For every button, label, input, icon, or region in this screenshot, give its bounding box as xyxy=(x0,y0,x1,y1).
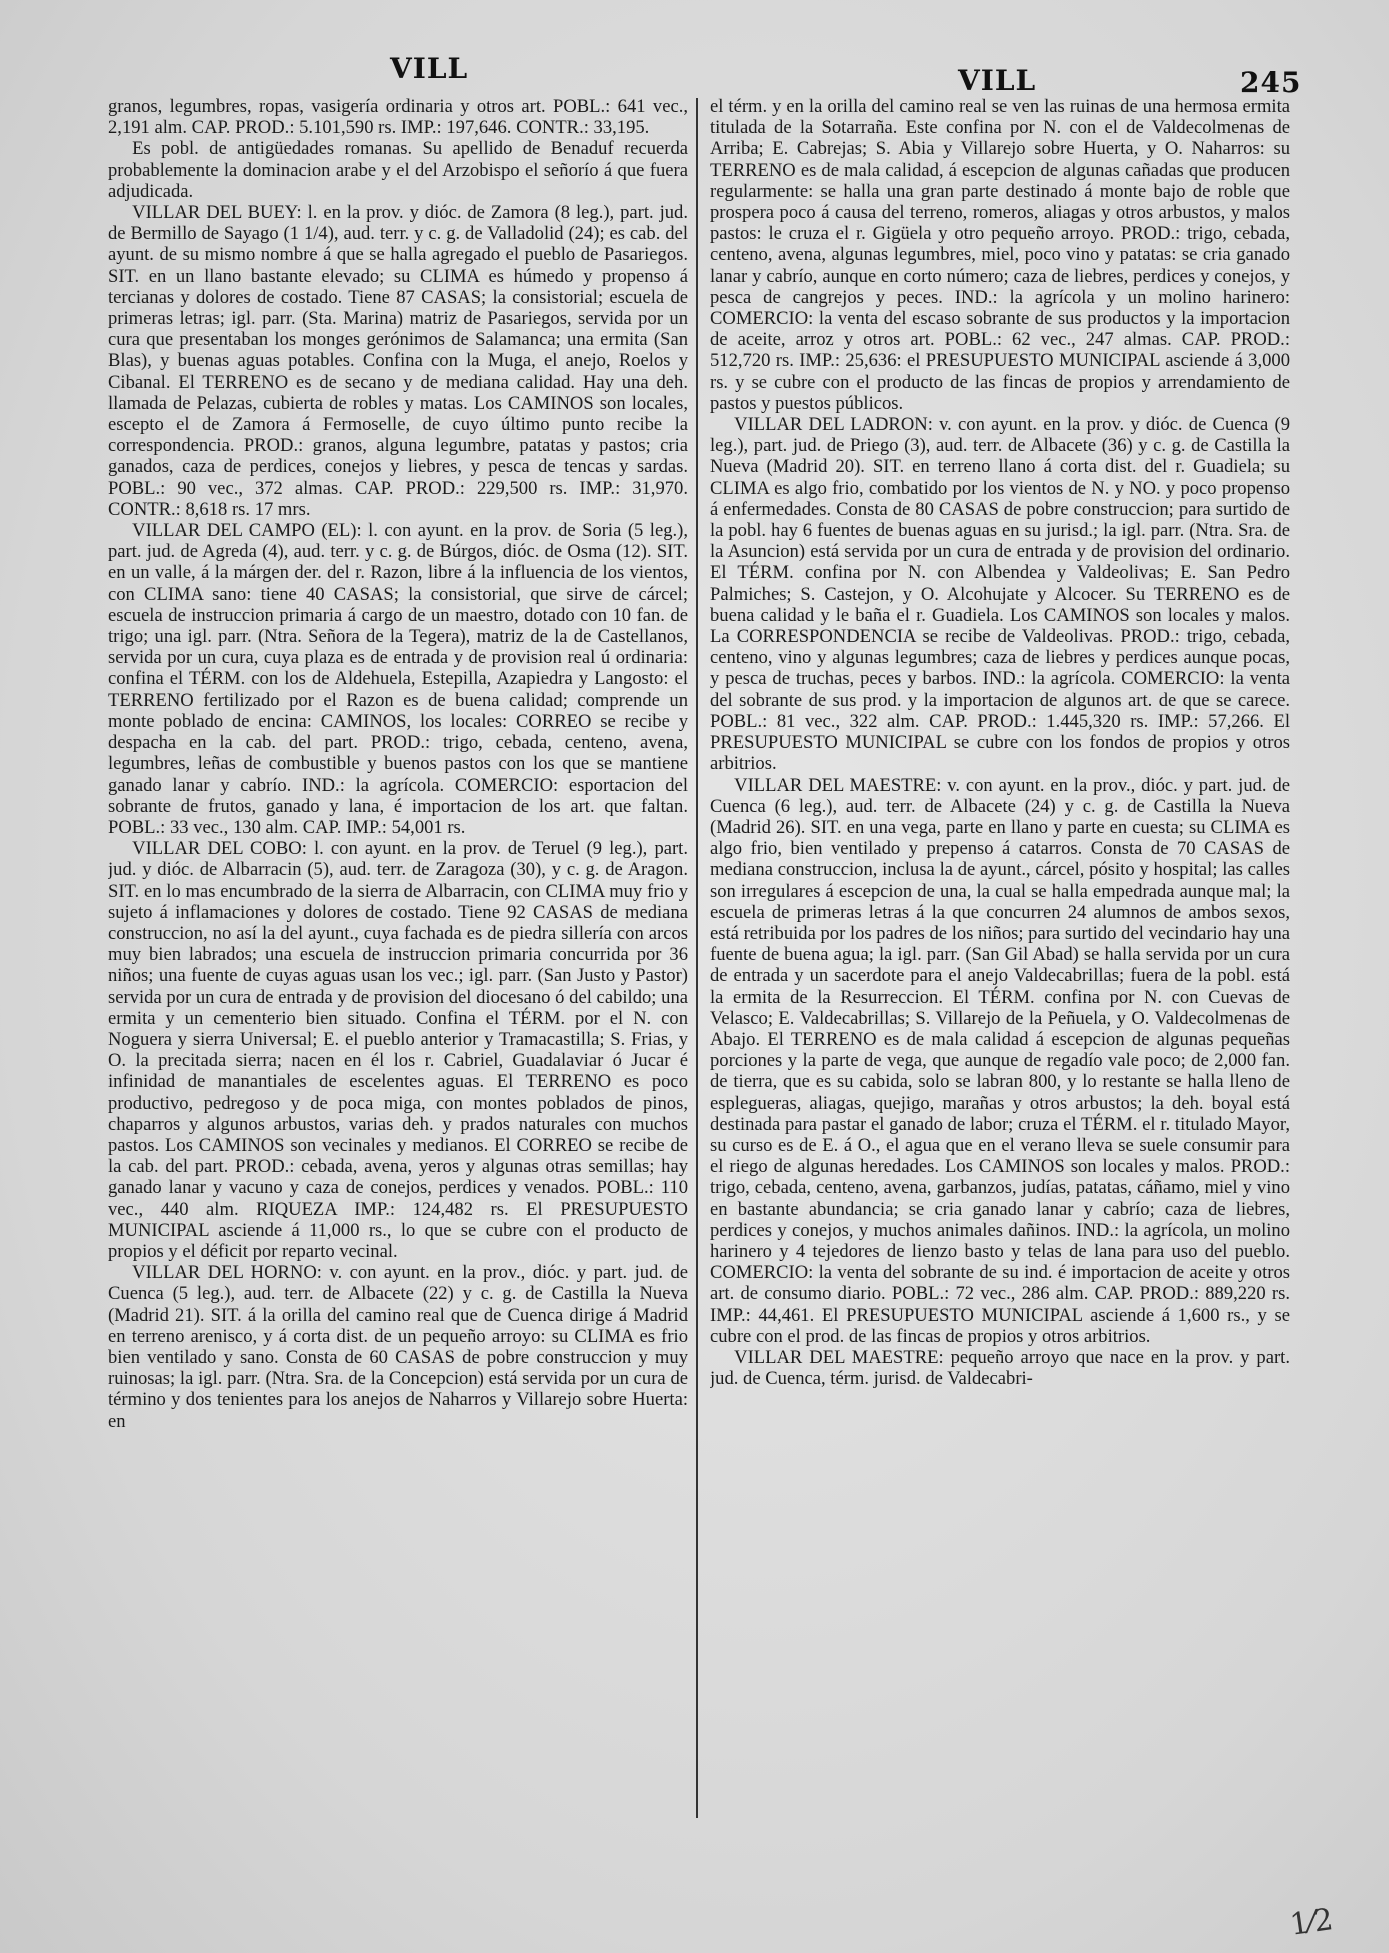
right-column xyxy=(710,96,1290,1846)
entry-villar-del-ladron: VILLAR DEL LADRON: v. con ayunt. en la prov. y dióc. de Cuenca (9 leg.), part. jud. de Priego (3), aud. terr. de Albacete (36) y c. g. de Castilla la Nueva (Madrid 20). SIT. en terreno llano á corta dist. del r. Guadiela; su CLIMA es algo frio, combatido por los vientos de N. y NO. y poco propenso á enfermedades. Consta de 80 CASAS de pobre construccion; para surtido de la pobl. hay 6 fuentes de buenas aguas en su jurisd.; la igl. parr. (Ntra. Sra. de la Asuncion) está servida por un cura de entrada y de provision del ordinario. El TÉRM. confina por N. con Albendea y Valdeolivas; E. San Pedro Palmiches; S. Castejon, y O. Alcohujate y Alcocer. Su TERRENO es de buena calidad y le baña el r. Guadiela. Los CAMINOS son locales y malos. La CORRESPONDENCIA se recibe de Valdeolivas. PROD.: trigo, cebada, centeno, vino y algunas legumbres; caza de liebres y perdices aunque pocas, y pesca de truchas, peces y barbos. IND.: la agrícola. COMERCIO: la venta del sobrante de sus prod. y la importacion de algunos art. de que se carece. POBL.: 81 vec., 322 alm. CAP. PROD.: 1.445,320 rs. IMP.: 57,266. El PRESUPUESTO MUNICIPAL se cubre con los fondos de propios y otros arbitrios. xyxy=(710,414,1290,775)
entry-continuation: granos, legumbres, ropas, vasigería ordinaria y otros art. POBL.: 641 vec., 2,191 alm. CAP. PROD.: 5.101,590 rs. IMP.: 197,646. CONTR.: 33,195. xyxy=(108,96,688,139)
running-head-center: VILL xyxy=(958,64,1037,97)
entry-villar-del-buey: VILLAR DEL BUEY: l. en la prov. y dióc. de Zamora (8 leg.), part. jud. de Bermillo de Sayago (1 1/4), aud. terr. y c. g. de Valladolid (24); es cab. del ayunt. de su mismo nombre á que se halla agregado el pueblo de Pasariegos. SIT. en un llano bastante elevado; su CLIMA es húmedo y propenso á tercianas y dolores de costado. Tiene 87 CASAS; la consistorial; escuela de primeras letras; igl. parr. (Sta. Marina) matriz de Pasariegos, servida por un cura que presentaban los monges gerónimos de Salamanca; una ermita (San Blas), y buenas aguas potables. Confina con la Muga, el anejo, Roelos y Cibanal. El TERRENO es de secano y de mediana calidad. Hay una deh. llamada de Pelazas, cubierta de robles y matas. Los CAMINOS son locales, escepto el de Zamora á Fermoselle, de cuyo último punto recibe la correspondencia. PROD.: granos, alguna legumbre, patatas y pastos; cria ganados, caza de perdices, conejos y liebres, y pesca de tencas y sardas. POBL.: 90 vec., 372 almas. CAP. PROD.: 229,500 rs. IMP.: 31,970. CONTR.: 8,618 rs. 17 mrs. xyxy=(108,202,688,520)
entry-note: Es pobl. de antigüedades romanas. Su apellido de Benaduf recuerda probablemente la dominacion arabe y el del Arzobispo el señorío á que fuera adjudicada. xyxy=(108,138,688,202)
entry-villar-del-campo: VILLAR DEL CAMPO (EL): l. con ayunt. en la prov. de Soria (5 leg.), part. jud. de Agreda (4), aud. terr. y c. g. de Búrgos, dióc. de Osma (12). SIT. en un valle, á la márgen der. del r. Razon, libre á la influencia de los vientos, con CLIMA sano: tiene 40 CASAS; la consistorial, que sirve de cárcel; escuela de instruccion primaria á cargo de un maestro, dotado con 10 fan. de trigo; una igl. parr. (Ntra. Señora de la Tegera), matriz de la de Castellanos, servida por un cura, cuya plaza es de entrada y de provision real ú ordinaria: confina el TÉRM. con los de Aldehuela, Estepilla, Azapiedra y Langosto: el TERRENO fertilizado por el Razon es de buena calidad; comprende un monte poblado de encina: CAMINOS, los locales: CORREO se recibe y despacha en la cab. del part. PROD.: trigo, cebada, centeno, avena, legumbres, leñas de combustible y buenos pastos con los que se mantiene ganado lanar y cabrío. IND.: la agrícola. COMERCIO: esportacion del sobrante de frutos, ganado y lana, é importacion de los art. que faltan. POBL.: 33 vec., 130 alm. CAP. IMP.: 54,001 rs. xyxy=(108,520,688,838)
entry-villar-del-cobo: VILLAR DEL COBO: l. con ayunt. en la prov. de Teruel (9 leg.), part. jud. y dióc. de Albarracin (5), aud. terr. de Zaragoza (30), y c. g. de Aragon. SIT. en lo mas encumbrado de la sierra de Albarracin, con CLIMA muy frio y sujeto á inflamaciones y dolores de costado. Tiene 92 CASAS de mediana construccion, no así la del ayunt., cuya fachada es de piedra sillería con arcos muy bien labrados; una escuela de instruccion primaria concurrida por 36 niños; una fuente de cuyas aguas usan los vec.; igl. parr. (San Justo y Pastor) servida por un cura de entrada y de provision del diocesano ó del cabildo; una ermita y un cementerio bien situado. Confina el TÉRM. por el N. con Noguera y sierra Universal; E. el pueblo anterior y Tramacastilla; S. Frias, y O. la precitada sierra; nacen en él los r. Cabriel, Guadalaviar ó Jucar é infinidad de manantiales de escelentes aguas. El TERRENO es poco productivo, pedregoso y de poca miga, con montes poblados de pinos, chaparros y algunos arbustos, varias deh. y prados naturales con muchos pastos. Los CAMINOS son vecinales y medianos. El CORREO se recibe de la cab. del part. PROD.: cebada, avena, yeros y algunas otras semillas; hay ganado lanar y vacuno y caza de conejos, perdices y venados. POBL.: 110 vec., 440 alm. RIQUEZA IMP.: 124,482 rs. El PRESUPUESTO MUNICIPAL asciende á 11,000 rs., lo que se cubre con el producto de propios y el déficit por reparto vecinal. xyxy=(108,838,688,1262)
handwritten-margin-note: 1⁄2 xyxy=(1287,1902,1336,1943)
left-column xyxy=(108,96,688,1846)
entry-villar-del-maestre-stream: VILLAR DEL MAESTRE: pequeño arroyo que nace en la prov. y part. jud. de Cuenca, térm. jurisd. de Valdecabri- xyxy=(710,1346,1290,1390)
entry-continuation: el térm. y en la orilla del camino real se ven las ruinas de una hermosa ermita titulada de la Sotarraña. Este confina por N. con el de Valdecolmenas de Arriba; E. Cabrejas; S. Abia y Villarejo sobre Huerta, y O. Naharros: su TERRENO es de mala calidad, á escepcion de algunas cañadas que producen regularmente: se halla una gran parte destinado á monte bajo de roble que prospera poco á causa del terreno, romeros, aliagas y otros arbustos, y malos pastos: le cruza el r. Gigüela y otro pequeño arroyo. PROD.: trigo, cebada, centeno, avena, algunas legumbres, miel, poco vino y patatas: se cria ganado lanar y cabrío, aunque en corto número; caza de liebres, perdices y conejos, y pesca de cangrejos y peces. IND.: la agrícola y un molino harinero: COMERCIO: la venta del escaso sobrante de sus productos y la importacion de aceite, arroz y otros art. POBL.: 62 vec., 247 almas. CAP. PROD.: 512,720 rs. IMP.: 25,636: el PRESUPUESTO MUNICIPAL asciende á 3,000 rs. y se cubre con el producto de las fincas de propios y arrendamiento de pastos y puestos públicos. xyxy=(710,96,1290,414)
entry-villar-del-horno: VILLAR DEL HORNO: v. con ayunt. en la prov., dióc. y part. jud. de Cuenca (5 leg.), aud. terr. de Albacete (22) y c. g. de Castilla la Nueva (Madrid 21). SIT. á la orilla del camino real que de Cuenca dirige á Madrid en terreno arenisco, y á corta dist. de un pequeño arroyo: su CLIMA es frio bien ventilado y sano. Consta de 60 CASAS de pobre construccion y muy ruinosas; la igl. parr. (Ntra. Sra. de la Concepcion) está servida por un cura de término y dos tenientes para los anejos de Naharros y Villarejo sobre Huerta: en xyxy=(108,1262,688,1432)
page-number: 245 xyxy=(1240,66,1302,99)
running-head-left: VILL xyxy=(390,52,469,85)
entry-villar-del-maestre-town: VILLAR DEL MAESTRE: v. con ayunt. en la prov., dióc. y part. jud. de Cuenca (6 leg.), aud. terr. de Albacete (24) y c. g. de Castilla la Nueva (Madrid 26). SIT. en una vega, parte en llano y parte en cuesta; su CLIMA es algo frio, bien ventilado y prepenso á catarros. Consta de 70 CASAS de mediana construccion, inclusa la de ayunt., cárcel, pósito y hospital; las calles son irregulares á escepcion de una, la cual se halla empedrada aunque mal; la escuela de primeras letras á la que concurren 24 alumnos de ambos sexos, está retribuida por los padres de los niños; para surtido del vecindario hay una fuente de buena agua; la igl. parr. (San Gil Abad) se halla servida por un cura de entrada y un sacerdote para el anejo Valdecabrillas; fuera de la pobl. está la ermita de la Resurreccion. El TÉRM. confina por N. con Cuevas de Velasco; E. Valdecabrillas; S. Villarejo de la Peñuela, y O. Valdecolmenas de Abajo. El TERRENO es de mala calidad á escepcion de algunas pequeñas porciones y la parte de vega, que aunque de regadío vale poco; de 2,000 fan. de tierra, que es su cabida, solo se labran 800, y lo restante se halla lleno de esplegueras, aliagas, quejigo, marañas y otros arbustos; la deh. boyal está destinada para pastar el ganado de labor; cruza el TÉRM. el r. titulado Mayor, su curso es de E. á O., el agua que en el verano lleva se suele consumir para el riego de algunas heredades. Los CAMINOS son locales y malos. PROD.: trigo, cebada, centeno, avena, garbanzos, judías, patatas, cáñamo, miel y vino en bastante abundancia; se cria ganado lanar y cabrío; caza de liebres, perdices y conejos, y muchos animales dañinos. IND.: la agrícola, un molino harinero y 4 tejedores de lienzo basto y telas de lana para uso del pueblo. COMERCIO: la venta del sobrante de su ind. é importacion de aceite y otros art. de consumo diario. POBL.: 72 vec., 286 alm. CAP. PROD.: 889,220 rs. IMP.: 44,461. El PRESUPUESTO MUNICIPAL asciende á 1,600 rs., y se cubre con el prod. de las fincas de propios y otros arbitrios. xyxy=(710,774,1290,1347)
column-divider xyxy=(696,98,698,1818)
